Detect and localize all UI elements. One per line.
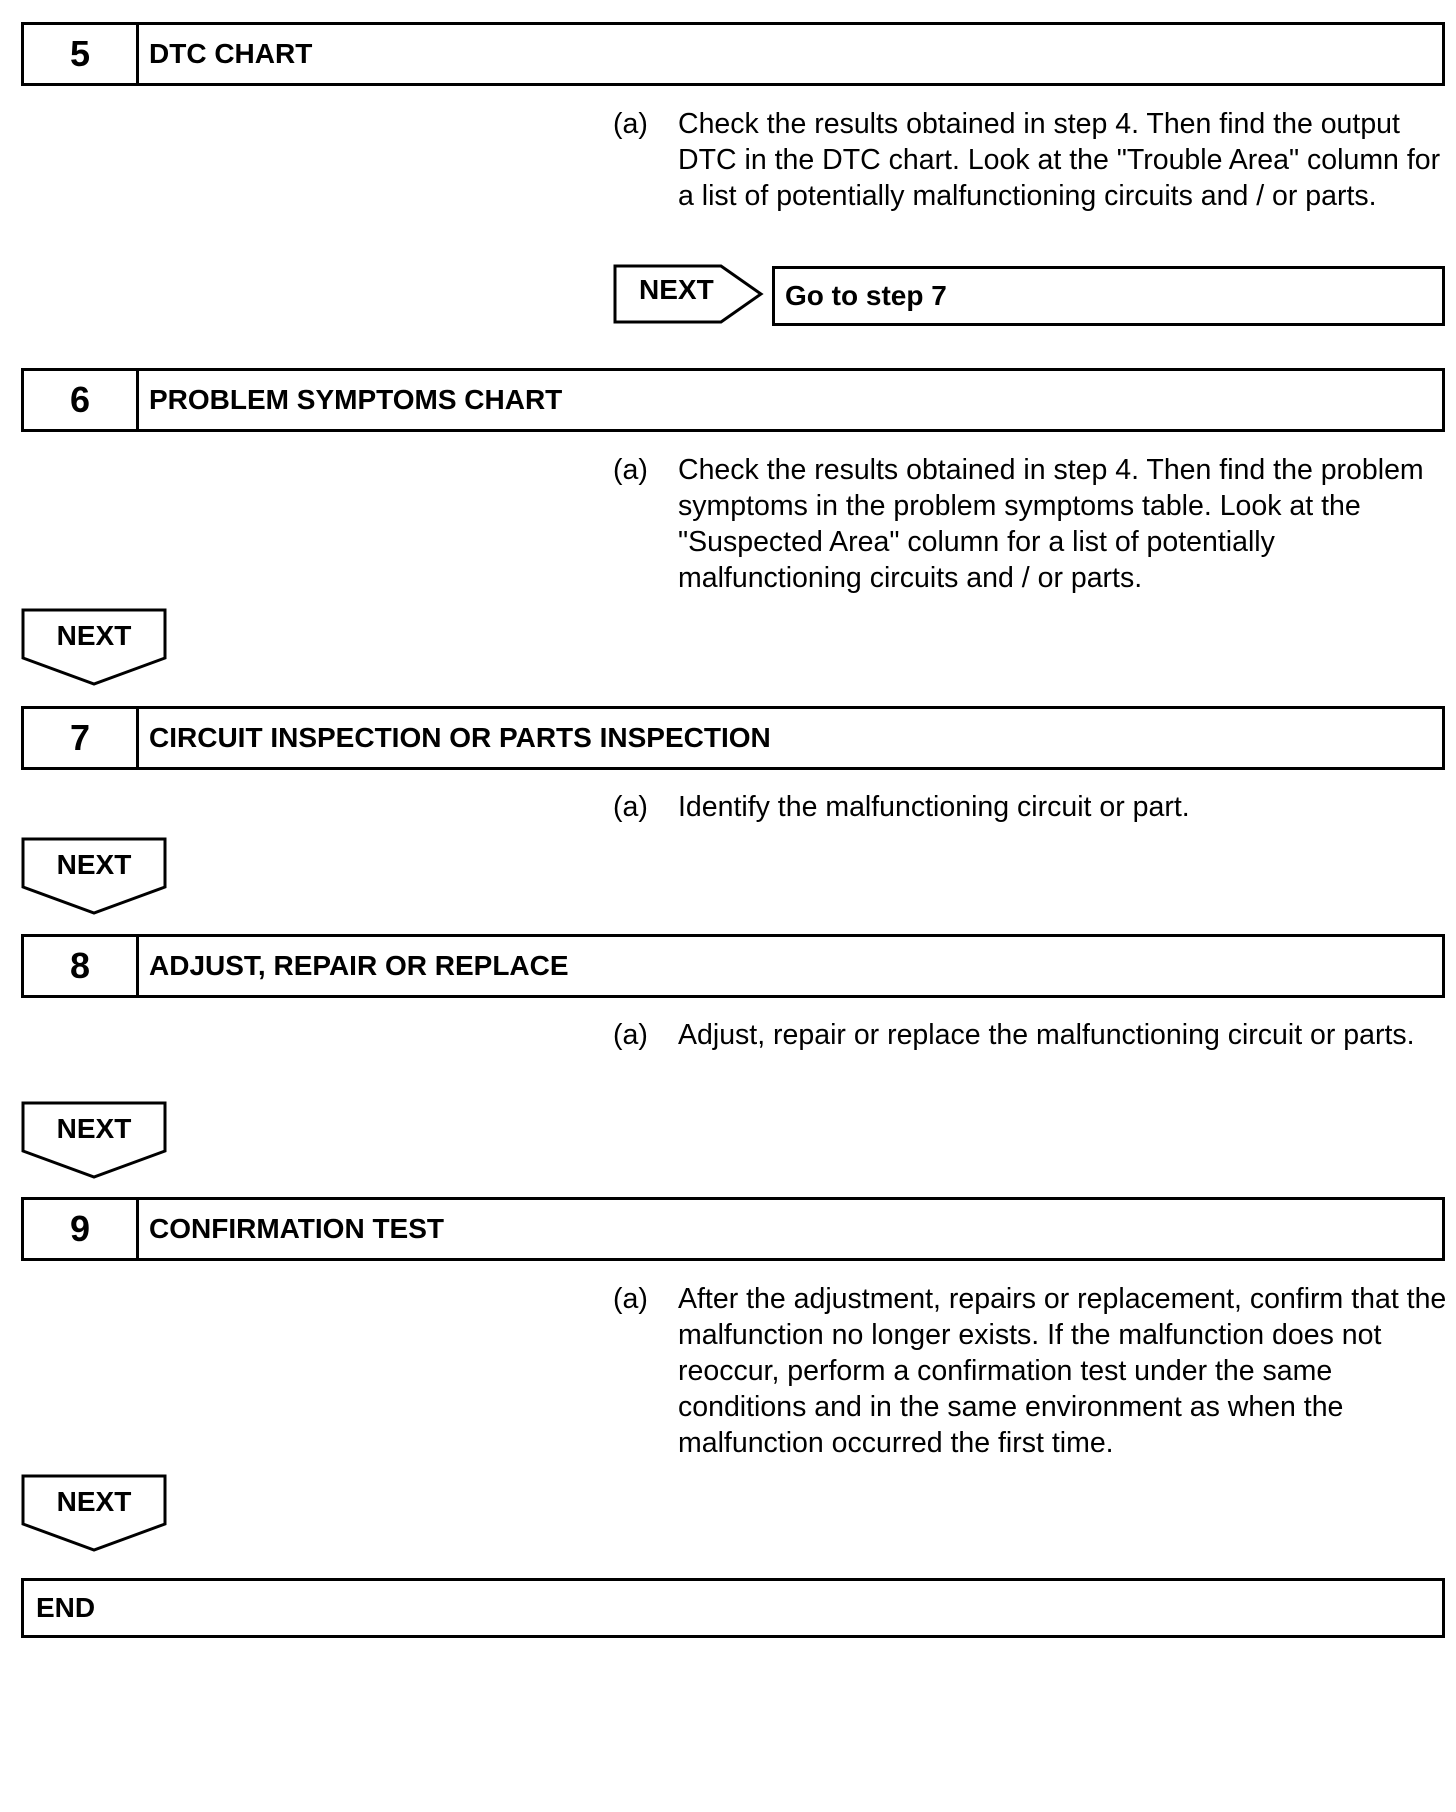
instruction-text: Identify the malfunctioning circuit or part. xyxy=(678,791,1190,823)
next-label: NEXT xyxy=(56,1486,132,1517)
item-label: (a) xyxy=(613,791,648,823)
step-8-instruction xyxy=(613,1017,1453,1053)
step-title: CIRCUIT INSPECTION OR PARTS INSPECTION xyxy=(149,722,771,753)
item-label: (a) xyxy=(613,1283,648,1315)
step-6-header xyxy=(21,368,1445,432)
step-7-header xyxy=(21,706,1445,770)
end-box: END xyxy=(21,1578,1445,1638)
next-arrow-down xyxy=(21,1101,171,1181)
next-label: NEXT xyxy=(56,620,132,651)
goto-step-7-box: Go to step 7 xyxy=(772,266,1445,326)
step-number: 7 xyxy=(24,709,139,767)
item-label: (a) xyxy=(613,1019,648,1051)
step-7-instruction xyxy=(613,789,1453,825)
instruction-text: Check the results obtained in step 4. Then find the output DTC in the DTC chart. Look at the "Trouble Area" column for a list of potentially malfunctioning circuits and / or parts. xyxy=(678,108,1441,212)
item-label: (a) xyxy=(613,108,648,140)
step-8-header xyxy=(21,934,1445,998)
step-title: DTC CHART xyxy=(149,38,313,69)
next-arrow-down xyxy=(21,1474,171,1554)
instruction-text: After the adjustment, repairs or replacement, confirm that the malfunction no longer exists. If the malfunction does not reoccur, perform a confirmation test under the same conditions and in the same environment as when the malfunction occurred the first time. xyxy=(678,1283,1447,1459)
next-arrow-right xyxy=(613,264,765,324)
step-number: 6 xyxy=(24,371,139,429)
next-label: NEXT xyxy=(56,1113,132,1144)
step-title: PROBLEM SYMPTOMS CHART xyxy=(149,384,563,415)
step-9-instruction xyxy=(613,1281,1453,1461)
next-label: NEXT xyxy=(56,849,132,880)
instruction-text: Check the results obtained in step 4. Then find the problem symptoms in the problem symptoms table. Look at the "Suspected Area" column for a list of potentially malfunctioning circuits and / or parts. xyxy=(678,454,1424,594)
instruction-text: Adjust, repair or replace the malfunctioning circuit or parts. xyxy=(678,1019,1415,1051)
step-number: 5 xyxy=(24,25,139,83)
step-5-instruction xyxy=(613,106,1453,214)
step-6-instruction xyxy=(613,452,1453,596)
step-9-header xyxy=(21,1197,1445,1261)
next-arrow-down xyxy=(21,608,171,688)
step-number: 8 xyxy=(24,937,139,995)
step-number: 9 xyxy=(24,1200,139,1258)
step-title: CONFIRMATION TEST xyxy=(149,1213,445,1244)
next-arrow-down xyxy=(21,837,171,917)
step-title: ADJUST, REPAIR OR REPLACE xyxy=(149,950,569,981)
item-label: (a) xyxy=(613,454,648,486)
step-5-header xyxy=(21,22,1445,86)
next-label: NEXT xyxy=(639,274,714,305)
